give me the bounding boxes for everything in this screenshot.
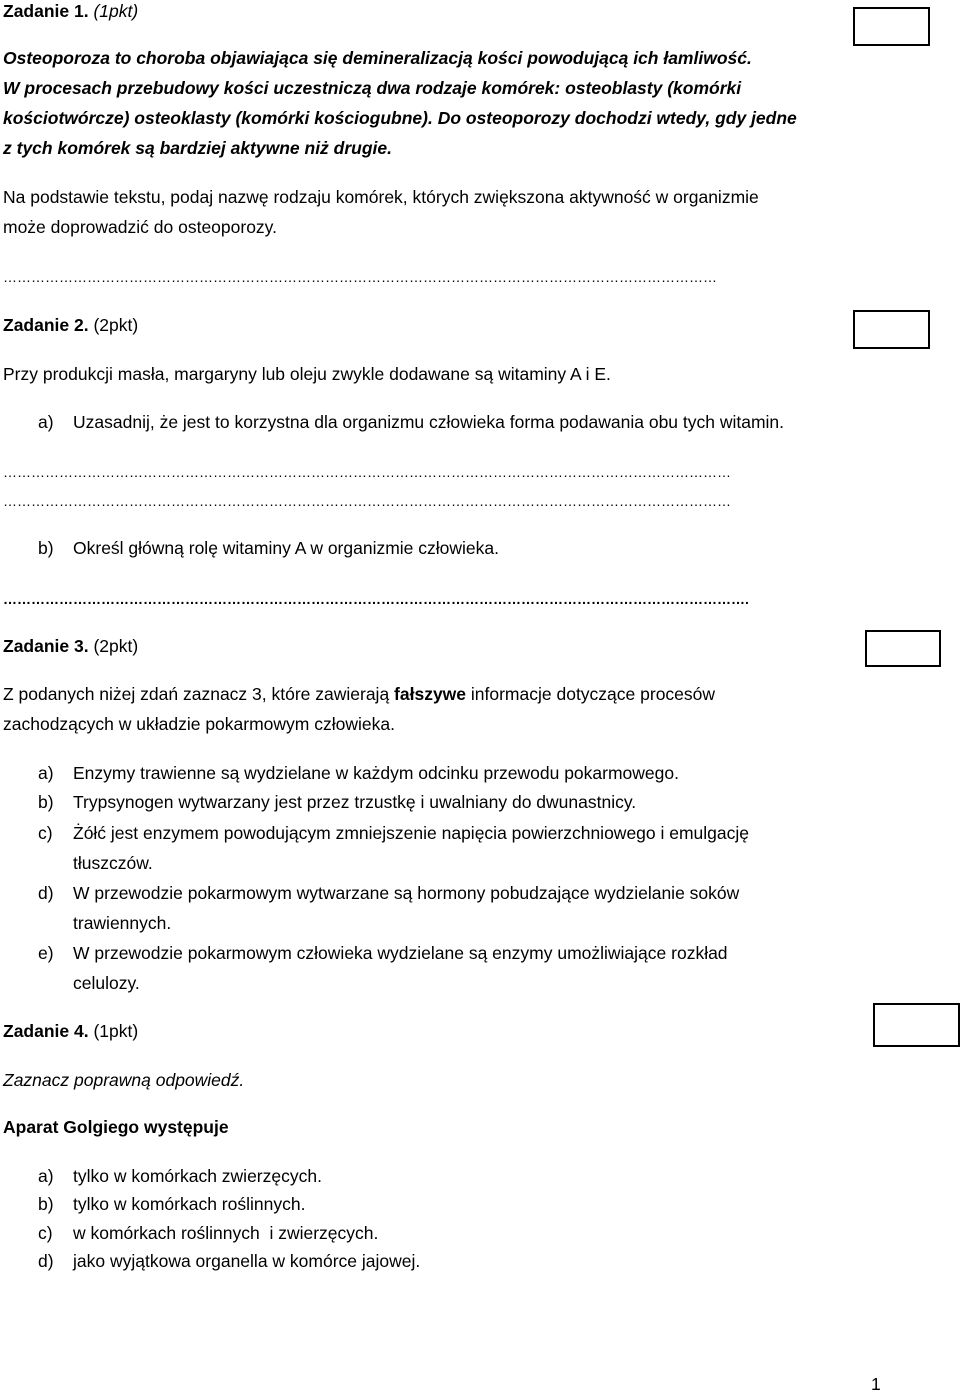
task3-intro-post: informacje dotyczące procesów bbox=[466, 684, 716, 704]
option-text: W przewodzie pokarmowym wytwarzane są hormony pobudzające wydzielanie soków bbox=[73, 883, 740, 903]
task1-points: (1pkt) bbox=[93, 1, 139, 21]
option-label: b) bbox=[38, 1194, 54, 1214]
task2-b-text: Określ główną rolę witaminy A w organizmie człowieka. bbox=[73, 538, 499, 558]
task2-a-answer-line-1[interactable]: ………………………………………………………………………………………………………………………………………… bbox=[3, 465, 731, 479]
task3-title: Zadanie 3. bbox=[3, 636, 89, 656]
option-text: jako wyjątkowa organella w komórce jajowej. bbox=[73, 1251, 421, 1271]
task4-score-box[interactable] bbox=[873, 1003, 960, 1047]
task4-points: (1pkt) bbox=[93, 1021, 139, 1041]
task2-question-a bbox=[38, 407, 784, 437]
task2-a-answer-line-2[interactable]: ………………………………………………………………………………………………………………………………………… bbox=[3, 494, 731, 508]
task4-stem: Aparat Golgiego występuje bbox=[3, 1117, 229, 1137]
task1-score-box[interactable] bbox=[853, 7, 930, 46]
option-text: tylko w komórkach zwierzęcych. bbox=[73, 1166, 322, 1186]
task1-intro-line-3: kościotwórcze) osteoklasty (komórki kościogubne). Do osteoporozy dochodzi wtedy, gdy jedne bbox=[3, 108, 797, 128]
page-number: 1 bbox=[871, 1374, 881, 1394]
task4-option-b[interactable] bbox=[38, 1189, 305, 1219]
task1-question-line-1: Na podstawie tekstu, podaj nazwę rodzaju komórek, których zwiększona aktywność w organizmie bbox=[3, 187, 759, 207]
task2-points: (2pkt) bbox=[93, 315, 139, 335]
task3-option-c[interactable] bbox=[38, 818, 749, 848]
task3-option-d[interactable] bbox=[38, 878, 739, 908]
option-text: Enzymy trawienne są wydzielane w każdym odcinku przewodu pokarmowego. bbox=[73, 763, 679, 783]
task3-intro-line-1 bbox=[3, 679, 715, 709]
task2-a-label: a) bbox=[38, 412, 54, 432]
task1-intro-line-1: Osteoporoza to choroba objawiająca się demineralizacją kości powodującą ich łamliwość. bbox=[3, 48, 752, 68]
task2-title: Zadanie 2. bbox=[3, 315, 89, 335]
option-label: a) bbox=[38, 763, 54, 783]
option-text: Żółć jest enzymem powodującym zmniejszenie napięcia powierzchniowego i emulgację bbox=[73, 823, 750, 843]
task3-option-e[interactable] bbox=[38, 938, 728, 968]
option-label: a) bbox=[38, 1166, 54, 1186]
task2-score-box[interactable] bbox=[853, 310, 930, 349]
task1-question-line-2: może doprowadzić do osteoporozy. bbox=[3, 217, 277, 237]
option-label: d) bbox=[38, 883, 54, 903]
option-label: c) bbox=[38, 823, 53, 843]
task3-intro-emphasis: fałszywe bbox=[394, 684, 467, 704]
task1-intro-line-2: W procesach przebudowy kości uczestniczą dwa rodzaje komórek: osteoblasty (komórki bbox=[3, 78, 742, 98]
task3-intro-pre: Z podanych niżej zdań zaznacz 3, które zawierają bbox=[3, 684, 395, 704]
option-text: w komórkach roślinnych i zwierzęcych. bbox=[73, 1223, 379, 1243]
task3-score-box[interactable] bbox=[865, 630, 941, 667]
task3-option-a[interactable] bbox=[38, 758, 679, 788]
task1-intro-line-4: z tych komórek są bardziej aktywne niż drugie. bbox=[3, 138, 393, 158]
task3-heading bbox=[3, 631, 138, 661]
option-text: Trypsynogen wytwarzany jest przez trzustkę i uwalniany do dwunastnicy. bbox=[73, 792, 637, 812]
option-label: c) bbox=[38, 1223, 53, 1243]
option-label: b) bbox=[38, 792, 54, 812]
task1-answer-line[interactable]: ……………………………………………………………………………………………………………………………………… bbox=[3, 270, 717, 284]
task2-intro: Przy produkcji masła, margaryny lub oleju zwykle dodawane są witaminy A i E. bbox=[3, 364, 611, 384]
task2-b-answer-line[interactable]: ……………………………………………………………………………………………………………………………………………. bbox=[3, 592, 749, 606]
task3-points: (2pkt) bbox=[93, 636, 139, 656]
task1-title: Zadanie 1. bbox=[3, 1, 89, 21]
task4-option-d[interactable] bbox=[38, 1246, 420, 1276]
option-text: tylko w komórkach roślinnych. bbox=[73, 1194, 306, 1214]
option-text: W przewodzie pokarmowym człowieka wydzielane są enzymy umożliwiające rozkład bbox=[73, 943, 728, 963]
task3-intro-line-2: zachodzących w układzie pokarmowym człowieka. bbox=[3, 714, 395, 734]
task2-a-text: Uzasadnij, że jest to korzystna dla organizmu człowieka forma podawania obu tych witamin. bbox=[73, 412, 785, 432]
task3-option-b[interactable] bbox=[38, 787, 636, 817]
task4-heading bbox=[3, 1016, 138, 1046]
task4-instruction: Zaznacz poprawną odpowiedź. bbox=[3, 1070, 245, 1090]
task2-question-b bbox=[38, 533, 499, 563]
task4-title: Zadanie 4. bbox=[3, 1021, 89, 1041]
task3-option-d-line-2: trawiennych. bbox=[73, 913, 172, 933]
option-label: d) bbox=[38, 1251, 54, 1271]
task4-option-c[interactable] bbox=[38, 1218, 378, 1248]
task2-heading bbox=[3, 310, 138, 340]
task2-b-label: b) bbox=[38, 538, 54, 558]
task3-option-e-line-2: celulozy. bbox=[73, 973, 140, 993]
task4-option-a[interactable] bbox=[38, 1161, 322, 1191]
task3-option-c-line-2: tłuszczów. bbox=[73, 853, 153, 873]
option-label: e) bbox=[38, 943, 54, 963]
task1-heading bbox=[3, 0, 138, 26]
